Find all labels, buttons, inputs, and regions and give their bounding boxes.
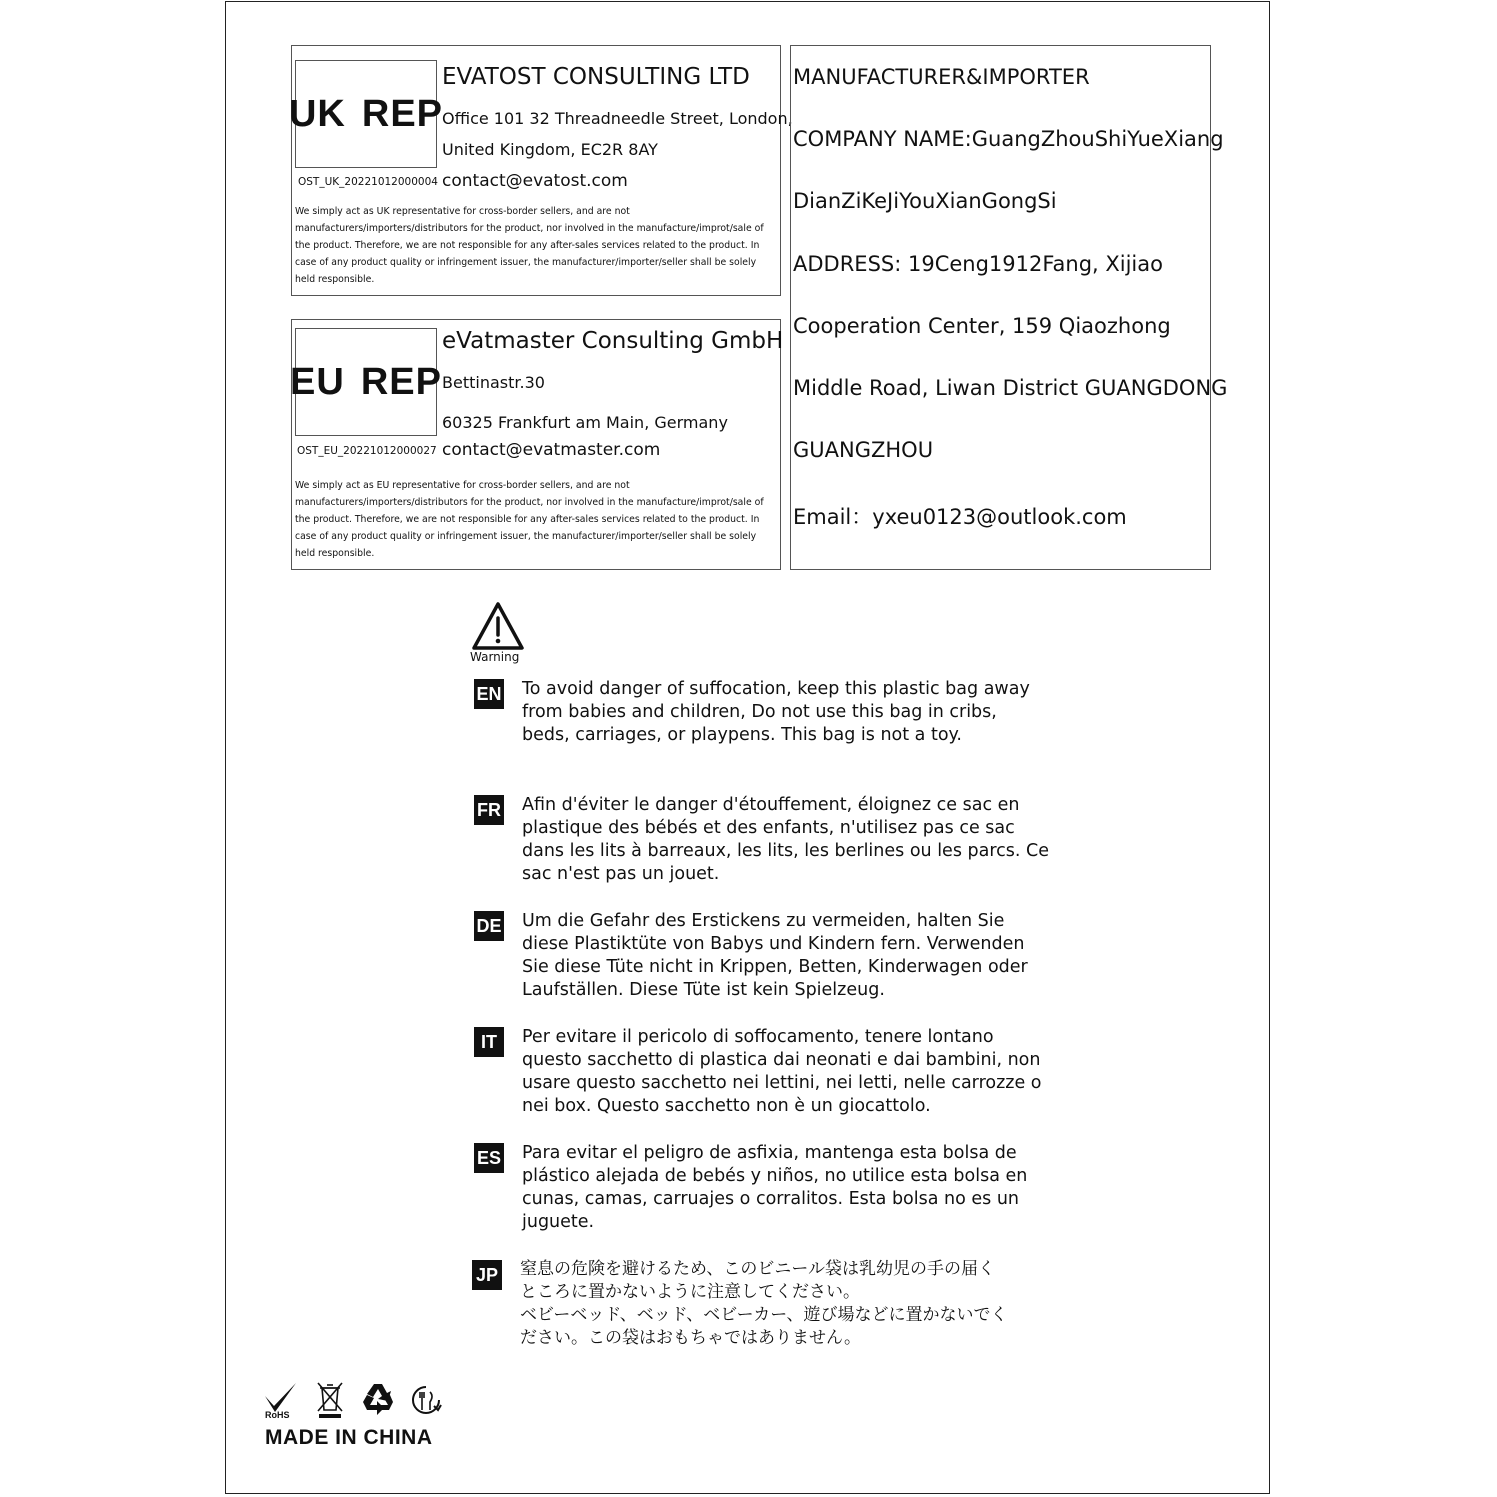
uk-rep-email: contact@evatost.com bbox=[442, 171, 628, 191]
manufacturer-heading: MANUFACTURER&IMPORTER bbox=[793, 65, 1090, 89]
manufacturer-line: GUANGZHOU bbox=[793, 438, 934, 462]
manufacturer-box bbox=[790, 45, 1211, 570]
warning-text-fr: Afin d'éviter le danger d'étouffement, éloignez ce sac en plastique des bébés et des enfants, n'utilisez pas ce sac dans les lits à barreaux, les lits, les berlines ou les parcs. Ce sac n'est pas un jouet. bbox=[522, 795, 1049, 884]
uk-rep-address-line: United Kingdom, EC2R 8AY bbox=[442, 140, 658, 159]
manufacturer-line: COMPANY NAME:GuangZhouShiYueXiang bbox=[793, 127, 1224, 151]
uk-rep-disclaimer: We simply act as UK representative for cross-border sellers, and are not manufacturers/importers/distributors for the product, nor involved in the manufacture/improt/sale of the product. Therefore, we are not responsible for any after-sales services related to the product. In case of any product quality or infringement issuer, the manufacturer/importer/seller shall be solely held responsible. bbox=[295, 206, 764, 285]
lang-badge-en: EN bbox=[474, 679, 504, 709]
eu-rep-address-line: 60325 Frankfurt am Main, Germany bbox=[442, 413, 728, 432]
lang-badge-it: IT bbox=[474, 1027, 504, 1057]
manufacturer-line: Cooperation Center, 159 Qiaozhong bbox=[793, 314, 1171, 338]
uk-rep-address-line: Office 101 32 Threadneedle Street, London, bbox=[442, 109, 793, 128]
eu-rep-badge: EU REP bbox=[295, 328, 437, 436]
warning-triangle-icon bbox=[470, 600, 526, 652]
eu-rep-disclaimer: We simply act as EU representative for cross-border sellers, and are not manufacturers/importers/distributors for the product, nor involved in the manufacture/improt/sale of the product. Therefore, we are not responsible for any after-sales services related to the product. In case of any product quality or infringement issuer, the manufacturer/importer/seller shall be solely held responsible. bbox=[295, 480, 764, 559]
eu-rep-address-line: Bettinastr.30 bbox=[442, 373, 545, 392]
eu-rep-email: contact@evatmaster.com bbox=[442, 440, 661, 460]
warning-text-en: To avoid danger of suffocation, keep this plastic bag away from babies and children, Do not use this bag in cribs, beds, carriages, or playpens. This bag is not a toy. bbox=[522, 679, 1030, 745]
rohs-label: RoHS bbox=[265, 1410, 290, 1420]
food-safe-icon bbox=[410, 1384, 442, 1416]
manufacturer-email: Email：yxeu0123@outlook.com bbox=[793, 505, 1127, 529]
eu-rep-company: eVatmaster Consulting GmbH bbox=[442, 328, 784, 354]
warning-text-it: Per evitare il pericolo di soffocamento, tenere lontano questo sacchetto di plastica dai neonati e dai bambini, non usare questo sacchetto nei lettini, nei letti, nelle carrozze o nei box. Questo sacchetto non è un giocattolo. bbox=[522, 1027, 1042, 1116]
warning-text-es: Para evitar el peligro de asfixia, mantenga esta bolsa de plástico alejada de bebés y niños, no utilice esta bolsa en cunas, camas, carruajes o corralitos. Esta bolsa no es un juguete. bbox=[522, 1143, 1028, 1232]
lang-badge-es: ES bbox=[474, 1143, 504, 1173]
warning-label: Warning bbox=[470, 650, 520, 664]
made-in-china: MADE IN CHINA bbox=[265, 1426, 433, 1449]
uk-rep-code: OST_UK_20221012000004 bbox=[298, 176, 438, 188]
rohs-check-icon bbox=[262, 1380, 300, 1420]
lang-badge-fr: FR bbox=[474, 795, 504, 825]
uk-rep-badge: UK REP bbox=[295, 60, 437, 168]
warning-text-de: Um die Gefahr des Erstickens zu vermeiden, halten Sie diese Plastiktüte von Babys und Kindern fern. Verwenden Sie diese Tüte nicht in Krippen, Betten, Kinderwagen oder Laufställen. Diese Tüte ist kein Spielzeug. bbox=[522, 911, 1028, 1000]
manufacturer-line: ADDRESS: 19Ceng1912Fang, Xijiao bbox=[793, 252, 1163, 276]
uk-rep-company: EVATOST CONSULTING LTD bbox=[442, 64, 750, 90]
manufacturer-line: Middle Road, Liwan District GUANGDONG bbox=[793, 376, 1228, 400]
lang-badge-jp: JP bbox=[472, 1260, 502, 1290]
manufacturer-line: DianZiKeJiYouXianGongSi bbox=[793, 189, 1057, 213]
weee-bin-icon bbox=[315, 1380, 345, 1420]
recycle-icon bbox=[358, 1380, 398, 1418]
warning-text-jp: 窒息の危険を避けるため、このビニール袋は乳幼児の手の届く ところに置かないように注意してください。 ベビーベッド、ベッド、ベビーカー、遊び場などに置かないでく ださい。この袋はおもちゃではありません。 bbox=[520, 1259, 1008, 1348]
lang-badge-de: DE bbox=[474, 911, 504, 941]
eu-rep-code: OST_EU_20221012000027 bbox=[297, 445, 437, 457]
